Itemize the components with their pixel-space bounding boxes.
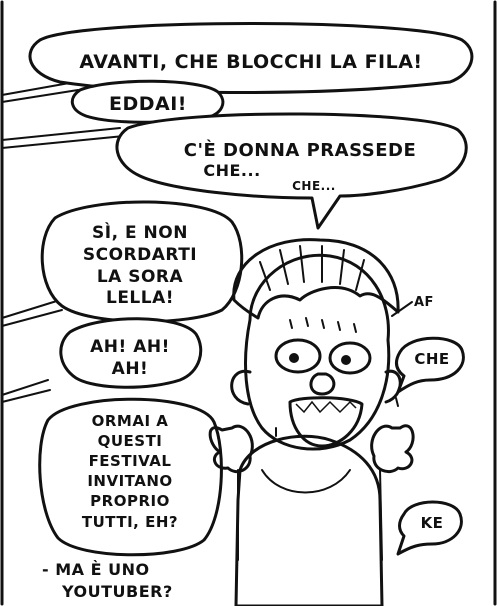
bubble-che-text: CHE (414, 350, 450, 368)
boy-hair-strands (260, 246, 364, 290)
boy-shirt (236, 436, 382, 606)
boy-collar (262, 470, 350, 493)
bubble-lella-line4: LELLA! (105, 288, 175, 308)
bubble-lella (42, 202, 242, 322)
caption-youtuber (42, 560, 173, 601)
bubble-laugh (61, 319, 201, 388)
sfx-af-text: AF (414, 295, 434, 310)
boy-hair (234, 240, 398, 318)
bubble-eddai-text: EDDAI! (109, 93, 187, 115)
bubble-avanti (30, 24, 472, 93)
boy-nose (311, 374, 334, 394)
bubble-lella-line3: LA SORA (96, 267, 184, 287)
bubble-laugh-line1: AH! AH! (90, 337, 170, 357)
bubble-lella-line1: SÌ, E NON (92, 223, 188, 243)
bubble-prassede-line3: CHE... (292, 179, 336, 193)
bubble-laugh-line2: AH! (111, 359, 149, 379)
bubble-ormai-line6: TUTTI, EH? (81, 513, 179, 531)
boy-left-pupil (289, 353, 299, 363)
boy-teeth (296, 402, 356, 412)
boy-right-hand (372, 426, 413, 472)
bubble-prassede-line1: C'È DONNA PRASSEDE (183, 140, 417, 161)
bubble-prassede-line2: CHE... (203, 161, 261, 180)
bubble-ormai (40, 399, 222, 555)
bubble-ormai-line5: PROPRIO (90, 492, 170, 510)
bubble-ormai-line3: FESTIVAL (88, 452, 172, 470)
boy-sweat-drops (276, 318, 398, 436)
bubble-ormai-line2: QUESTI (97, 432, 163, 450)
bubble-ormai-line1: ORMAI A (91, 412, 169, 430)
character-boy (210, 240, 413, 606)
bubble-ormai-line4: INVITANO (87, 472, 173, 490)
caption-youtuber-line2: YOUTUBER? (62, 582, 173, 601)
bubble-che (397, 338, 464, 392)
bubble-ke-text: KE (420, 514, 444, 532)
bubble-lella-line2: SCORDARTI (82, 245, 198, 265)
caption-youtuber-line1: - MA È UNO (42, 560, 150, 579)
bubble-avanti-text: AVANTI, CHE BLOCCHI LA FILA! (79, 51, 423, 73)
boy-right-pupil (341, 355, 351, 365)
bubble-ke (398, 502, 461, 554)
